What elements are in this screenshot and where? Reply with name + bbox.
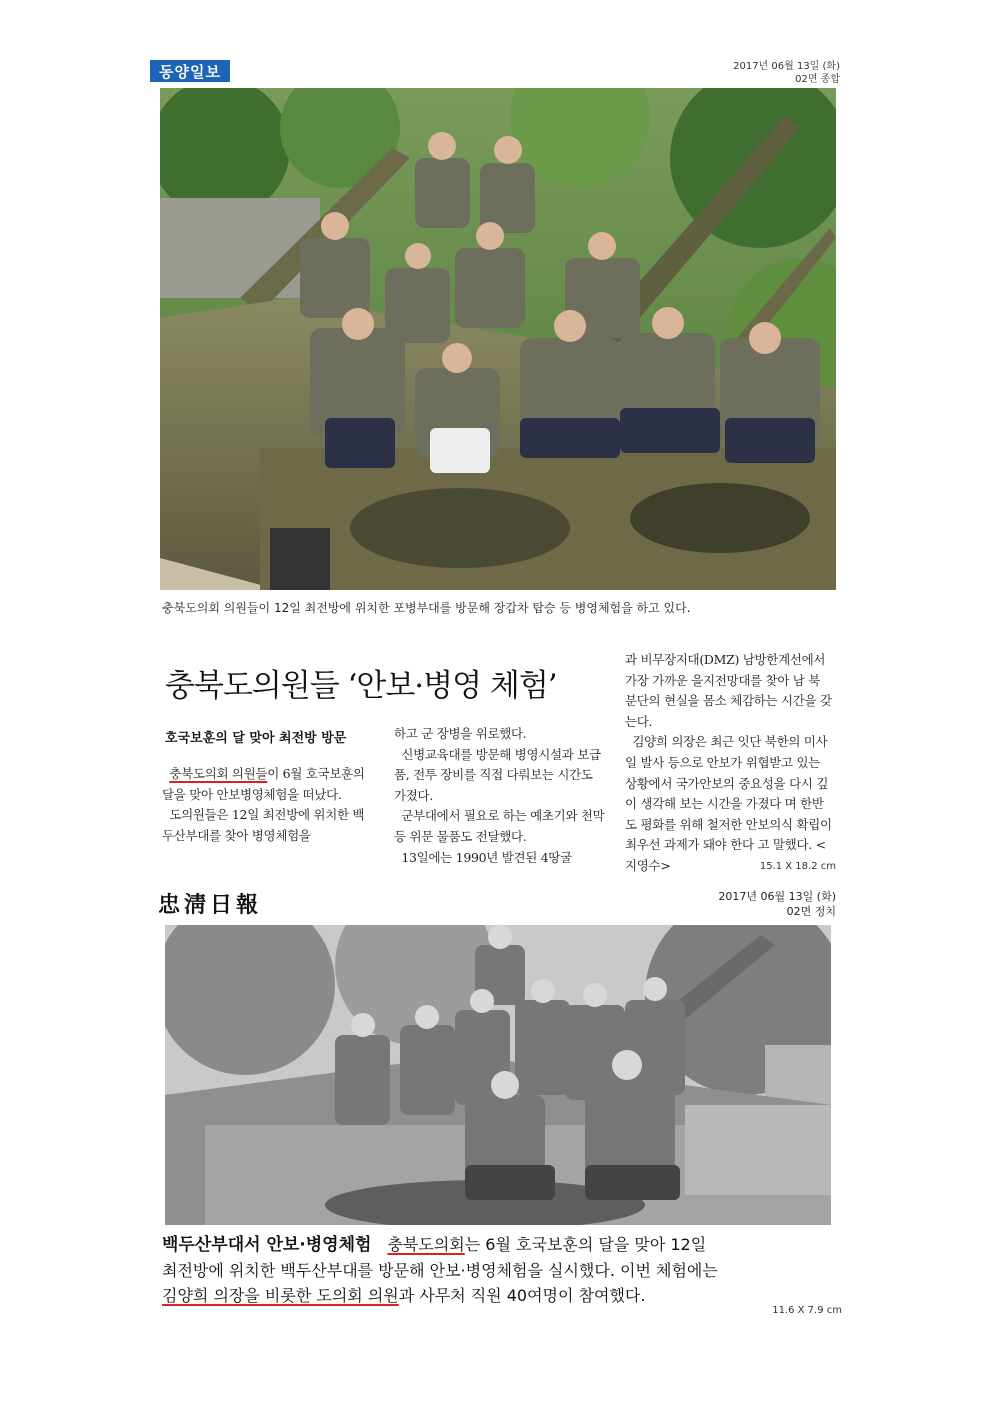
underlined-text: 충북도의회 의원들 bbox=[169, 766, 268, 781]
date-text: 2017년 06월 13일 (화) bbox=[733, 61, 840, 72]
page-text: 02면 정치 bbox=[786, 905, 836, 918]
underlined-text: 충북도의회 bbox=[387, 1235, 465, 1254]
paragraph bbox=[394, 724, 606, 745]
newspaper-logo-dongyang: 동양일보 bbox=[150, 60, 230, 82]
newspaper-logo-chungcheong: 忠淸日報 bbox=[158, 892, 263, 918]
paragraph bbox=[162, 764, 374, 805]
photo-caption: 충북도의회 의원들이 12일 최전방에 위치한 포병부대를 방문해 장갑차 탑승 등 병영체험을 하고 있다. bbox=[162, 601, 691, 615]
paragraph bbox=[625, 732, 835, 876]
paragraph-text: 신병교육대를 방문해 병영시설과 보급품, 전투 장비를 직접 다뤄보는 시간도 가졌다. bbox=[394, 746, 601, 803]
article-column-1 bbox=[162, 764, 374, 846]
underlined-text: 김양희 의장을 비롯한 도의회 의원 bbox=[162, 1286, 399, 1305]
caption-text: 과 사무처 직원 40여명이 참여했다. bbox=[398, 1286, 646, 1305]
page-text: 02면 종합 bbox=[795, 74, 840, 85]
clipping-size-1: 15.1 X 18.2 cm bbox=[759, 861, 836, 872]
paragraph-text: 김양희 의장은 최근 잇단 북한의 미사일 발사 등으로 안보가 위협받고 있는 상황에서 국가안보의 중요성을 다시 깊이 생각해 보는 시간을 가졌다 며 한반도 평화를 위해 철저한 안보의식 확립이 최우선 과제가 돼야 한다 고 말했다. <지영수> bbox=[625, 734, 832, 873]
paragraph-text: 도의원들은 12일 최전방에 위치한 백두산부대를 찾아 병영체험을 bbox=[162, 807, 365, 843]
paragraph-text: 과 비무장지대(DMZ) 남방한계선에서 가장 가까운 을지전망대를 찾아 남 북 분단의 현실을 몸소 체감하는 시간을 갖는다. bbox=[625, 652, 832, 729]
photo-caption-block bbox=[162, 1232, 838, 1308]
paragraph bbox=[162, 805, 374, 846]
caption-text: 는 6월 호국보훈의 달을 맞아 12일 bbox=[464, 1235, 707, 1254]
paragraph-text: 하고 군 장병을 위로했다. bbox=[394, 726, 527, 741]
caption-line bbox=[162, 1258, 838, 1283]
paragraph-text: 군부대에서 필요로 하는 예초기와 천막 등 위문 물품도 전달했다. bbox=[394, 808, 605, 844]
article-column-3 bbox=[625, 650, 835, 877]
paragraph bbox=[625, 650, 835, 732]
clipping-date-2 bbox=[620, 889, 836, 919]
article-photo-color bbox=[160, 88, 836, 590]
clipping-date-1 bbox=[620, 60, 840, 86]
clipping-size-2: 11.6 X 7.9 cm bbox=[772, 1305, 842, 1316]
caption-line bbox=[162, 1232, 838, 1258]
article-photo-bw bbox=[165, 925, 831, 1225]
paragraph bbox=[394, 806, 606, 847]
paragraph bbox=[394, 848, 606, 869]
date-text: 2017년 06월 13일 (화) bbox=[718, 890, 836, 903]
paragraph bbox=[394, 745, 606, 807]
article-headline: 충북도의원들 ‘안보·병영 체험’ bbox=[165, 668, 557, 704]
article-subheadline: 호국보훈의 달 맞아 최전방 방문 bbox=[165, 731, 347, 746]
article-column-2 bbox=[394, 724, 606, 868]
paragraph-text: 이 6월 호국보훈의 달을 맞아 안보병영체험을 떠났다. bbox=[162, 766, 365, 802]
paragraph-text: 13일에는 1990년 발견된 4땅굴 bbox=[401, 849, 572, 865]
caption-text: 최전방에 위치한 백두산부대를 방문해 안보·병영체험을 실시했다. 이번 체험에는 bbox=[162, 1261, 718, 1280]
caption-headline: 백두산부대서 안보·병영체험 bbox=[162, 1235, 372, 1255]
